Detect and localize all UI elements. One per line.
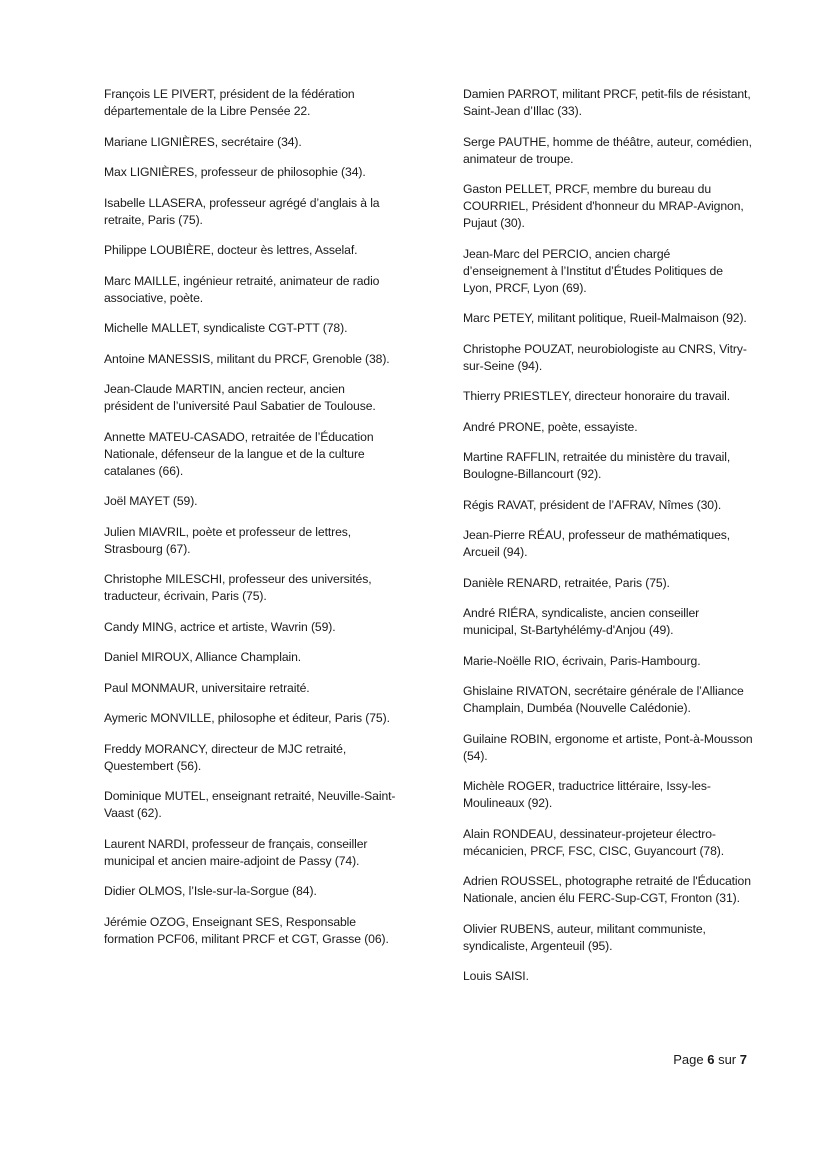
signatory-entry: Joël MAYET (59). xyxy=(104,494,198,508)
signatory-entry: Danièle RENARD, retraitée, Paris (75). xyxy=(463,575,670,590)
signatory-entry: André PRONE, poète, essayiste. xyxy=(463,419,638,434)
signatory-entry: Jean-Pierre RÉAU, professeur de mathématiques, Arcueil (94). xyxy=(463,528,731,559)
signatory-entry: François LE PIVERT, président de la fédération départementale de la Libre Pensée 22. xyxy=(104,87,355,118)
signatory-list-right xyxy=(463,86,755,999)
signatory-entry: Max LIGNIÈRES, professeur de philosophie (34). xyxy=(104,165,366,179)
signatory-entry: Christophe MILESCHI, professeur des universités, traducteur, écrivain, Paris (75). xyxy=(104,572,372,603)
signatory-entry: Ghislaine RIVATON, secrétaire générale de l’Alliance Champlain, Dumbéa (Nouvelle Calédonie). xyxy=(463,684,744,715)
signatory-entry: André RIÉRA, syndicaliste, ancien conseiller municipal, St-Bartyhélémy-d'Anjou (49). xyxy=(463,606,700,637)
signatory-entry: Annette MATEU-CASADO, retraitée de l’Éducation Nationale, défenseur de la langue et de la culture catalanes (66). xyxy=(104,429,374,478)
signatory-entry: Dominique MUTEL, enseignant retraité, Neuville-Saint-Vaast (62). xyxy=(104,789,396,820)
signatory-entry: Serge PAUTHE, homme de théâtre, auteur, comédien, animateur de troupe. xyxy=(463,134,752,166)
signatory-entry: Marc PETEY, militant politique, Rueil-Malmaison (92). xyxy=(463,311,747,325)
signatory-entry: Candy MING, actrice et artiste, Wavrin (59). xyxy=(104,619,336,634)
total-pages-number: 7 xyxy=(739,1052,747,1067)
signatory-entry: Guilaine ROBIN, ergonome et artiste, Pont-à-Mousson (54). xyxy=(463,731,753,763)
page-footer xyxy=(673,1051,747,1068)
page-separator: sur xyxy=(718,1052,737,1067)
signatory-entry: Damien PARROT, militant PRCF, petit-fils de résistant, Saint-Jean d’Illac (33). xyxy=(463,87,751,118)
signatory-entry: Isabelle LLASERA, professeur agrégé d’anglais à la retraite, Paris (75). xyxy=(104,195,380,227)
signatory-entry: Marie-Noëlle RIO, écrivain, Paris-Hambourg. xyxy=(463,653,701,668)
signatory-entry: Aymeric MONVILLE, philosophe et éditeur, Paris (75). xyxy=(104,711,390,725)
signatory-entry: Jean-Marc del PERCIO, ancien chargé d’enseignement à l’Institut d’Études Politiques de Lyon, PRCF, Lyon (69). xyxy=(463,246,723,295)
signatory-entry: Michelle MALLET, syndicaliste CGT-PTT (78). xyxy=(104,321,348,335)
signatory-entry: Paul MONMAUR, universitaire retraité. xyxy=(104,680,310,695)
signatory-list-left xyxy=(104,86,396,961)
signatory-entry: Adrien ROUSSEL, photographe retraité de l'Éducation Nationale, ancien élu FERC-Sup-CGT, Fronton (31). xyxy=(463,874,751,905)
signatory-entry: Freddy MORANCY, directeur de MJC retraité, Questembert (56). xyxy=(104,741,347,773)
current-page-number: 6 xyxy=(707,1052,715,1067)
signatory-entry: Michèle ROGER, traductrice littéraire, Issy-les-Moulineaux (92). xyxy=(463,779,711,810)
signatory-entry: Régis RAVAT, président de l’AFRAV, Nîmes (30). xyxy=(463,497,722,512)
signatory-entry: Thierry PRIESTLEY, directeur honoraire du travail. xyxy=(463,389,731,403)
signatory-entry: Laurent NARDI, professeur de français, conseiller municipal et ancien maire-adjoint de Passy (74). xyxy=(104,836,368,868)
signatory-entry: Mariane LIGNIÈRES, secrétaire (34). xyxy=(104,134,302,149)
page-label: Page xyxy=(673,1052,704,1067)
signatory-entry: Daniel MIROUX, Alliance Champlain. xyxy=(104,650,302,664)
signatory-entry: Christophe POUZAT, neurobiologiste au CNRS, Vitry-sur-Seine (94). xyxy=(463,341,747,373)
signatory-entry: Julien MIAVRIL, poète et professeur de lettres, Strasbourg (67). xyxy=(104,524,352,556)
signatory-entry: Marc MAILLE, ingénieur retraité, animateur de radio associative, poète. xyxy=(104,273,380,305)
signatory-entry: Gaston PELLET, PRCF, membre du bureau du COURRIEL, Président d'honneur du MRAP-Avignon, Pujaut (30). xyxy=(463,182,744,230)
signatory-entry: Philippe LOUBIÈRE, docteur ès lettres, Asselaf. xyxy=(104,243,358,257)
signatory-entry: Alain RONDEAU, dessinateur-projeteur électro-mécanicien, PRCF, FSC, CISC, Guyancourt (78). xyxy=(463,826,724,858)
signatory-entry: Didier OLMOS, l’Isle-sur-la-Sorgue (84). xyxy=(104,884,317,898)
signatory-entry: Jean-Claude MARTIN, ancien recteur, ancien président de l’université Paul Sabatier de Toulouse. xyxy=(104,382,376,413)
signatory-entry: Antoine MANESSIS, militant du PRCF, Grenoble (38). xyxy=(104,351,390,366)
signatory-entry: Olivier RUBENS, auteur, militant communiste, syndicaliste, Argenteuil (95). xyxy=(463,921,706,953)
signatory-entry: Louis SAISI. xyxy=(463,969,529,983)
signatory-entry: Martine RAFFLIN, retraitée du ministère du travail, Boulogne-Billancourt (92). xyxy=(463,450,731,481)
signatory-entry: Jérémie OZOG, Enseignant SES, Responsable formation PCF06, militant PRCF et CGT, Grasse (06). xyxy=(104,914,389,946)
